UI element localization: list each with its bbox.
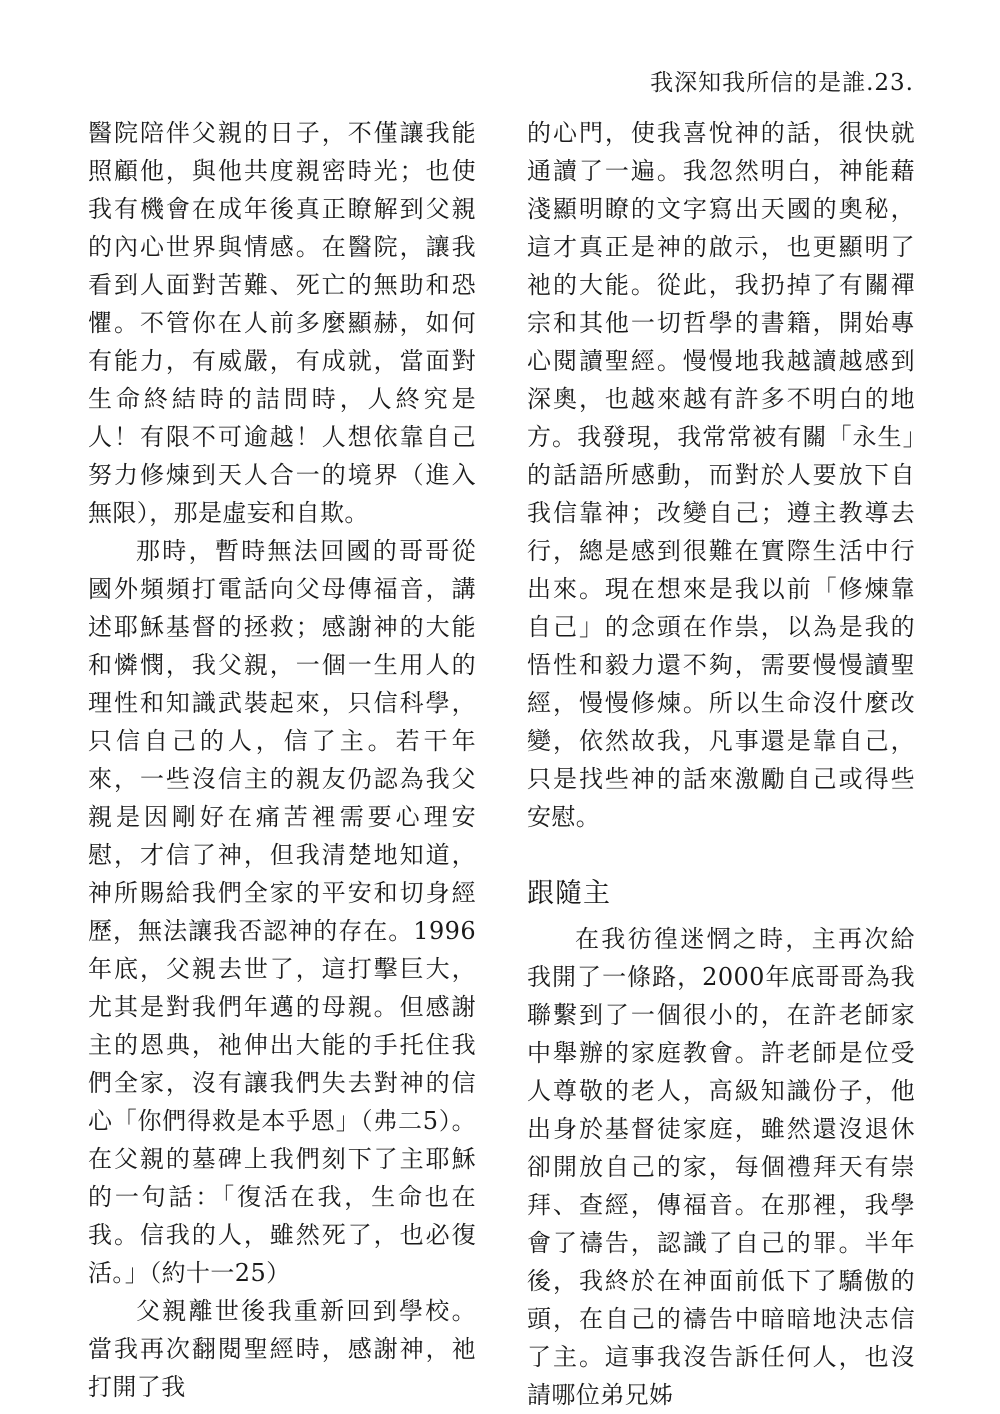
section-heading: 跟隨主	[527, 878, 611, 909]
section-spacer	[527, 836, 915, 874]
left-column	[88, 114, 476, 1406]
running-header	[650, 64, 914, 97]
paragraph: 在我彷徨迷惘之時，主再次給我開了一條路，2000年底哥哥為我聯繫到了一個很小的，在許老師家中舉辦的家庭教會。許老師是位受人尊敬的老人，高級知識份子，他出身於基督徒家庭，雖然還沒退休卻開放自己的家，每個禮拜天有崇拜、查經，傳福音。在那裡，我學會了禱告，認識了自己的罪。半年後，我終於在神面前低下了驕傲的頭，在自己的禱告中暗暗地決志信了主。這事我沒告訴任何人，也沒請哪位弟兄姊	[527, 925, 915, 1409]
page-number: .23.	[866, 70, 914, 96]
paragraph: 那時，暫時無法回國的哥哥從國外頻頻打電話向父母傳福音，講述耶穌基督的拯救；感謝神的大能和憐憫，我父親，一個一生用人的理性和知識武裝起來，只信科學，只信自己的人，信了主。若干年來，一些沒信主的親友仍認為我父親是因剛好在痛苦裡需要心理安慰，才信了神，但我清楚地知道，神所賜給我們全家的平安和切身經歷，無法讓我否認神的存在。1996年底，父親去世了，這打擊巨大，尤其是對我們年邁的母親。但感謝主的恩典，祂伸出大能的手托住我們全家，沒有讓我們失去對神的信心「你們得救是本乎恩」（弗二5）。在父親的墓碑上我們刻下了主耶穌的一句話：「復活在我，生命也在我。信我的人，雖然死了，也必復活。」（約十一25）	[88, 537, 476, 1287]
paragraph: 父親離世後我重新回到學校。當我再次翻閱聖經時，感謝神，祂打開了我	[88, 1297, 476, 1401]
paragraph: 醫院陪伴父親的日子，不僅讓我能照顧他，與他共度親密時光；也使我有機會在成年後真正瞭解到父親的內心世界與情感。在醫院，讓我看到人面對苦難、死亡的無助和恐懼。不管你在人前多麼顯赫，如何有能力，有威嚴，有成就，當面對生命終結時的詰問時，人終究是人！有限不可逾越！人想依靠自己努力修煉到天人合一的境界（進入無限），那是虛妄和自欺。	[88, 119, 476, 527]
right-column	[527, 114, 915, 1414]
running-title: 我深知我所信的是誰	[650, 70, 867, 96]
paragraph: 的心門，使我喜悅神的話，很快就通讀了一遍。我忽然明白，神能藉淺顯明瞭的文字寫出天國的奧秘，這才真正是神的啟示，也更顯明了祂的大能。從此，我扔掉了有關禪宗和其他一切哲學的書籍，開始專心閱讀聖經。慢慢地我越讀越感到深奧，也越來越有許多不明白的地方。我發現，我常常被有關「永生」的話語所感動，而對於人要放下自我信靠神；改變自己；遵主教導去行，總是感到很難在實際生活中行出來。現在想來是我以前「修煉靠自己」的念頭在作祟，以為是我的悟性和毅力還不夠，需要慢慢讀聖經，慢慢修煉。所以生命沒什麼改變，依然故我，凡事還是靠自己，只是找些神的話來激勵自己或得些安慰。	[527, 119, 915, 831]
